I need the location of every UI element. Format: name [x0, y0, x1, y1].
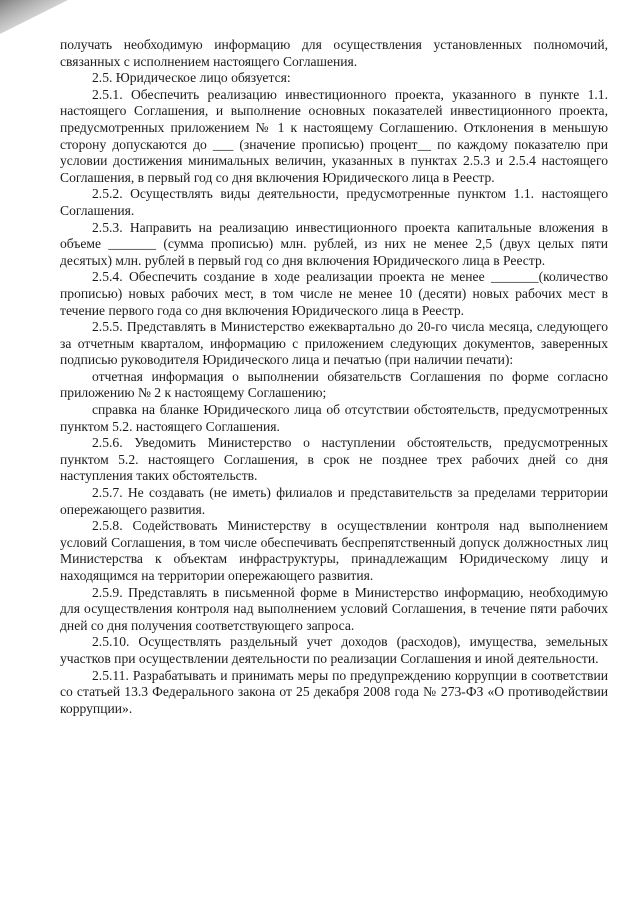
paragraph-2-5-3: 2.5.3. Направить на реализацию инвестиционного проекта капитальные вложения в объеме _______ (сумма прописью) млн. рублей, из них не менее 2,5 (двух целых пяти десятых) млн. рублей в первый год со дня включения Юридического лица в Реестр. — [60, 219, 608, 268]
paragraph-2-5-5-item-1: отчетная информация о выполнении обязательств Соглашения по форме согласно приложению № 2 к настоящему Соглашению; — [60, 368, 608, 401]
paragraph-2-5-6: 2.5.6. Уведомить Министерство о наступлении обстоятельств, предусмотренных пунктом 5.2. настоящего Соглашения, в срок не позднее трех рабочих дней со дня наступления таких обстоятельств. — [60, 435, 608, 484]
paragraph-2-5-8: 2.5.8. Содействовать Министерству в осуществлении контроля над выполнением условий Соглашения, в том числе обеспечивать беспрепятственный допуск должностных лиц Министерства к объектам инфраструктуры, принадлежащим Юридическому лицу и находящимся на территории опережающего развития. — [60, 518, 608, 583]
paragraph-2-5-5-item-2: справка на бланке Юридического лица об отсутствии обстоятельств, предусмотренных пунктом 5.2. настоящего Соглашения. — [60, 402, 608, 434]
paragraph-2-5-9: 2.5.9. Представлять в письменной форме в Министерство информацию, необходимую для осуществления контроля над выполнением условий Соглашения, в течение пяти рабочих дней со дня получения соответствующего запроса. — [60, 584, 608, 633]
paragraph-2-5-2: 2.5.2. Осуществлять виды деятельности, предусмотренные пунктом 1.1. настоящего Соглашения. — [60, 186, 608, 218]
paragraph-2-5-5: 2.5.5. Представлять в Министерство ежеквартально до 20-го числа месяца, следующего за отчетным кварталом, информацию с приложением следующих документов, заверенных подписью руководителя Юридического лица и печатью (при наличии печати): — [60, 319, 608, 368]
paragraph-2-5-11: 2.5.11. Разрабатывать и принимать меры по предупреждению коррупции в соответствии со статьей 13.3 Федерального закона от 25 декабря 2008 года № 273-ФЗ «О противодействии коррупции». — [60, 667, 608, 716]
paragraph-intro-continuation: получать необходимую информацию для осуществления установленных полномочий, связанных с исполнением настоящего Соглашения. — [60, 37, 608, 69]
paragraph-2-5-1: 2.5.1. Обеспечить реализацию инвестиционного проекта, указанного в пункте 1.1. настоящего Соглашения, и выполнение основных показателей инвестиционного проекта, предусмотренных приложением № 1 к настоящему Соглашению. Отклонения в меньшую сторону допускаются до ___ (значение прописью) процент__ по каждому показателю при условии достижения минимальных величин, указанных в пунктах 2.5.3 и 2.5.4 настоящего Соглашения, в первый год со дня включения Юридического лица в Реестр. — [60, 86, 608, 185]
paragraph-2-5: 2.5. Юридическое лицо обязуется: — [92, 70, 291, 86]
scan-corner-shadow — [0, 0, 70, 40]
paragraph-2-5-4: 2.5.4. Обеспечить создание в ходе реализации проекта не менее _______(количество прописью) новых рабочих мест, в том числе не менее 10 (десяти) новых рабочих мест в течение первого года со дня включения Юридического лица в Реестр. — [60, 269, 608, 318]
paragraph-2-5-10: 2.5.10. Осуществлять раздельный учет доходов (расходов), имущества, земельных участков при осуществлении деятельности по реализации Соглашения и иной деятельности. — [60, 634, 608, 666]
document-page — [60, 37, 608, 717]
paragraph-2-5-7: 2.5.7. Не создавать (не иметь) филиалов и представительств за пределами территории опережающего развития. — [60, 485, 608, 517]
